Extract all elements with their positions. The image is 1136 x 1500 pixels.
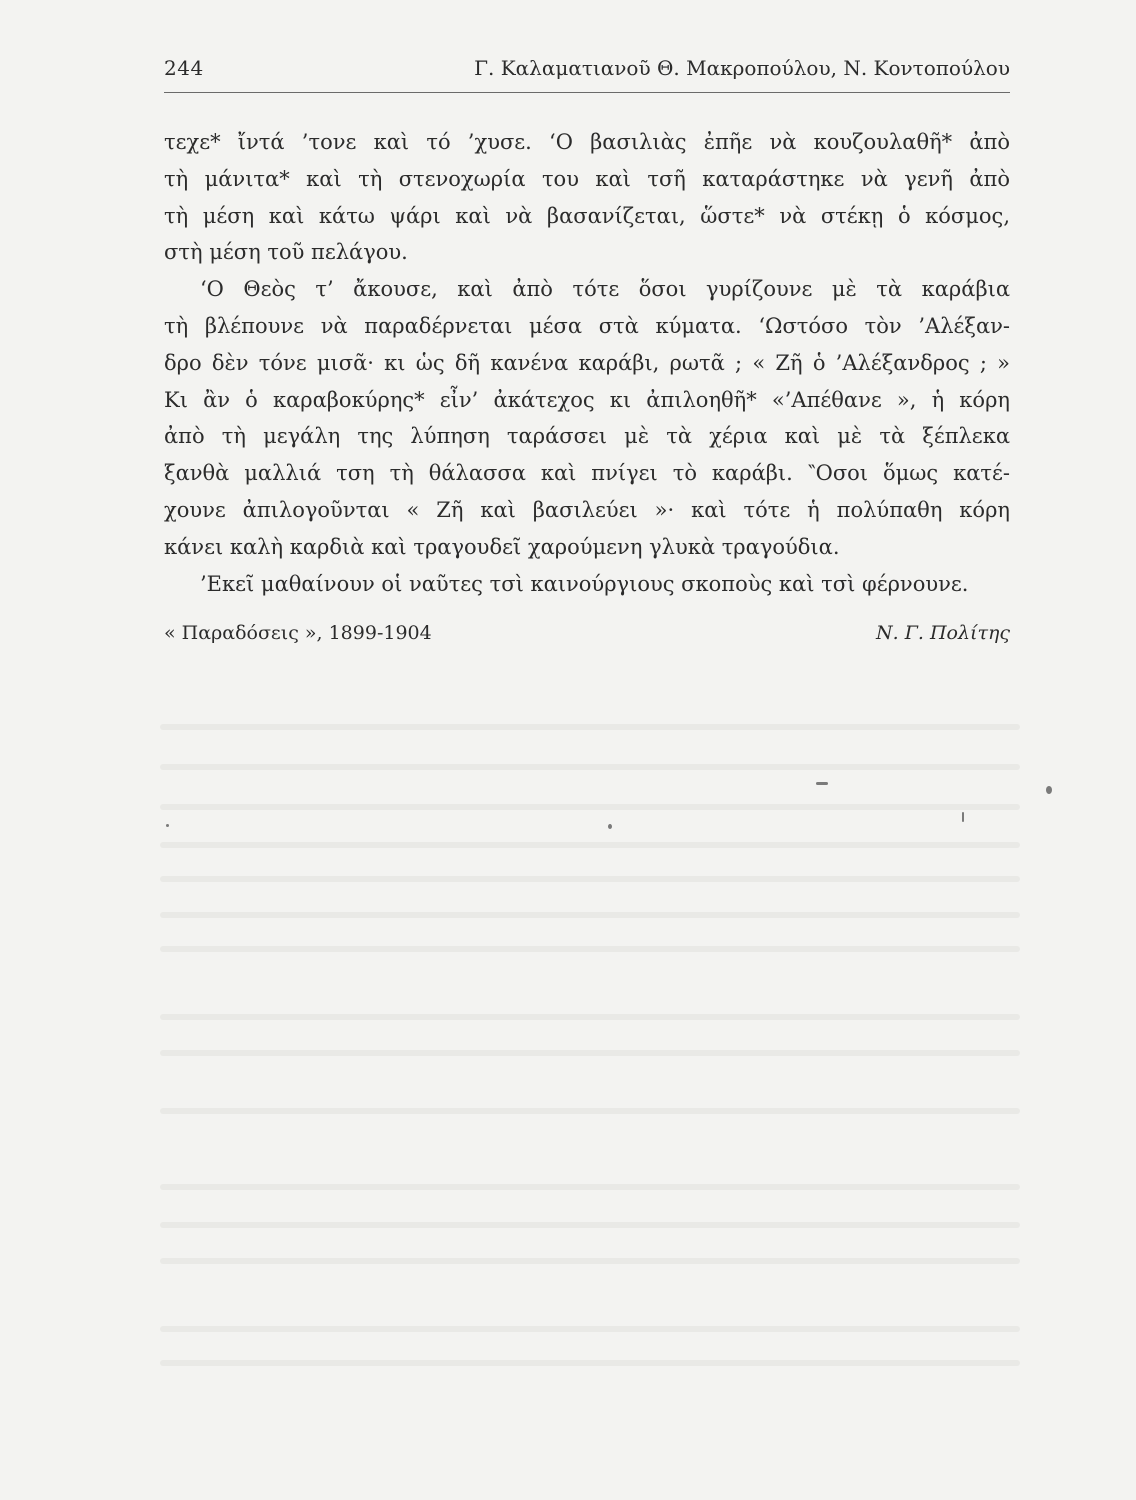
page-header	[164, 56, 1010, 86]
bleed-through-line	[160, 1360, 1020, 1366]
page-number: 244	[164, 56, 204, 80]
bleed-through-line	[160, 764, 1020, 770]
text-line: κάνει καλὴ καρδιὰ καὶ τραγουδεῖ χαρούμενη γλυκὰ τραγούδια.	[164, 534, 840, 559]
bleed-through-line	[160, 1108, 1020, 1114]
text-line: χουνε ἀπιλογοῦνται « Ζῆ καὶ βασιλεύει »· καὶ τότε ἡ πολύπαθη κόρη	[164, 497, 1010, 522]
text-line: ‘Ο Θεὸς τ’ ἄκουσε, καὶ ἀπὸ τότε ὅσοι γυρίζουνε μὲ τὰ καράβια	[200, 277, 1010, 302]
text-line: τὴ βλέπουνε νὰ παραδέρνεται μέσα στὰ κύματα. ‘Ωστόσο τὸν ’Αλέξαν-	[164, 313, 1010, 338]
text-line: τεχε* ἴντά ’τονε καὶ τό ’χυσε. ‘Ο βασιλιὰς ἐπῆε νὰ κουζουλαθῆ* ἀπὸ	[164, 130, 1010, 154]
scan-speck	[816, 782, 828, 785]
header-rule	[164, 92, 1010, 93]
bleed-through-line	[160, 724, 1020, 730]
scan-speck	[962, 812, 964, 822]
bleed-through-line	[160, 1326, 1020, 1332]
scan-speck	[166, 824, 169, 827]
bleed-through-line	[160, 1258, 1020, 1264]
bleed-through-line	[160, 1050, 1020, 1056]
source-citation: « Παραδόσεις », 1899-1904	[164, 622, 432, 644]
text-line: ἀπὸ τὴ μεγάλη της λύπηση ταράσσει μὲ τὰ χέρια καὶ μὲ τὰ ξέπλεκα	[164, 424, 1010, 449]
bleed-through-line	[160, 842, 1020, 848]
scan-speck	[1046, 786, 1052, 794]
author-signature: Ν. Γ. Πολίτης	[875, 622, 1010, 644]
scan-speck	[608, 824, 612, 829]
text-line: τὴ μέση καὶ κάτω ψάρι καὶ νὰ βασανίζεται, ὥστε* νὰ στέκῃ ὁ κόσμος,	[164, 203, 1010, 228]
bleed-through-line	[160, 804, 1020, 810]
source-attribution	[164, 622, 1010, 652]
bleed-through-line	[160, 1014, 1020, 1020]
body-text	[164, 124, 1010, 602]
bleed-through-line	[160, 1222, 1020, 1228]
bleed-through-line	[160, 1184, 1020, 1190]
text-line: ’Εκεῖ μαθαίνουν οἱ ναῦτες τσὶ καινούργιους σκοποὺς καὶ τσὶ φέρνουνε.	[200, 571, 969, 596]
text-line: στὴ μέση τοῦ πελάγου.	[164, 240, 408, 265]
text-line: ξανθὰ μαλλιά τση τὴ θάλασσα καὶ πνίγει τὸ καράβι. ‶Οσοι ὅμως κατέ-	[164, 461, 1010, 486]
text-line: τὴ μάνιτα* καὶ τὴ στενοχωρία του καὶ τσῆ καταράστηκε νὰ γενῆ ἀπὸ	[164, 166, 1010, 191]
bleed-through-line	[160, 876, 1020, 882]
text-line: Κι ἂν ὁ καραβοκύρης* εἶν’ ἀκάτεχος κι ἀπιλοηθῆ* «’Απέθανε », ἡ κόρη	[164, 387, 1010, 412]
text-line: δρο δὲν τόνε μισᾶ· κι ὡς δῆ κανένα καράβι, ρωτᾶ ; « Ζῆ ὁ ’Αλέξανδρος ; »	[164, 350, 1010, 375]
running-head: Γ. Καλαματιανοῦ Θ. Μακροπούλου, Ν. Κοντοπούλου	[474, 56, 1010, 80]
bleed-through-line	[160, 912, 1020, 918]
bleed-through-line	[160, 946, 1020, 952]
